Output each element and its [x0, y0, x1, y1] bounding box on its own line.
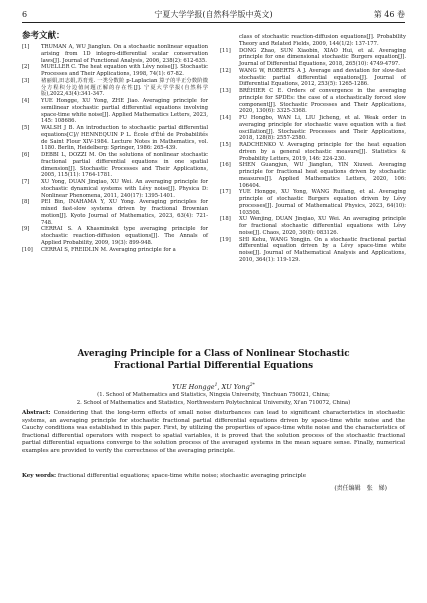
reference-item	[220, 162, 406, 189]
reference-number: [12]	[220, 67, 231, 74]
authors	[22, 381, 405, 392]
reference-text: CERRAI S, FREIDLIN M. Averaging principle for a	[41, 246, 176, 253]
reference-number: [8]	[22, 199, 30, 206]
reference-number: [4]	[22, 98, 30, 104]
reference-text: DEBBI L, DOZZI M. On the solutions of nonlinear stochastic fractional partial differential equations in one spatial dimension[J]. Stochastic Processes and Their Applications, 2005, 115(11): 1764-1781.	[41, 152, 208, 179]
reference-item	[220, 68, 406, 88]
reference-number: [16]	[220, 162, 231, 169]
reference-item	[22, 247, 208, 254]
affiliation-2: 2. School of Mathematics and Statistics, Northwestern Polytechnical University, Xi'an 710072, China)	[76, 400, 351, 406]
reference-text: FU Hongbo, WAN Li, LIU Jicheng, et al. Weak order in averaging principle for stochastic wave equation with a fast oscillation[J]. Stochastic Processes and Their Applications, 2018, 128(8): 2557-2580.	[239, 115, 406, 142]
reference-text: class of stochastic reaction-diffusion equations[J]. Probability Theory and Related Fields, 2009, 144(1/2): 137-177.	[239, 34, 406, 47]
reference-number: [2]	[22, 64, 30, 71]
reference-number: [1]	[22, 44, 30, 50]
reference-text: RADCHENKO V. Averaging principle for the heat equation driven by a general stochastic measure[J]. Statistics & Probability Letters, 2019, 146: 224-230.	[239, 142, 406, 162]
reference-text: XU Wenjing, DUAN Jinqiao, XU Wei. An averaging principle for fractional stochastic differential equations with Lévy noise[J]. Chaos, 2020, 30(8): 083126.	[239, 216, 406, 236]
author-separator: ,	[217, 383, 222, 392]
reference-item	[22, 44, 208, 64]
volume-label: 第 46 卷	[373, 10, 405, 19]
reference-item	[22, 125, 208, 152]
abstract-text: Considering that the long-term effects of small noise disturbances can lead to significant characteristics in stochastic systems, an averaging principle for stochastic fractional partial differential equations driven by space-time white noise and the Cauchy conditions was established in this paper. First, by utilizing the properties of space-time white noise and the characteristics of fractional differential operators with respect to spatial variables, it is proved that the solution process of the stochastic fractional partial differential equations converge to the solution process of the averaged systems in the mean square sense. Finally, numerical examples are provided to verify the correctness of the averaging principle.	[22, 410, 405, 454]
reference-text: SHEN Guangjun, WU Jianglun, YIN Xiuwei. Averaging principle for fractional heat equations driven by stochastic measures[J]. Applied Mathematics Letters, 2020, 106: 106404.	[239, 162, 406, 189]
reference-number: [6]	[22, 152, 30, 158]
references-right-column	[220, 34, 406, 264]
reference-number: [5]	[22, 125, 30, 131]
reference-item	[220, 237, 406, 264]
reference-number: [7]	[22, 179, 30, 185]
reference-text: 褚丽娟,田志娟,苏育莲. 一类分数阶 p-Laplacian 算子的半正分数阶微分方程积分边值问题正解的存在性[J]. 宁夏大学学报(自然科学版),2022,43(4):341-347.	[41, 77, 208, 98]
reference-text: YUE Hongge, XU Yong, ZHE Jiao. Averaging principle for semilinear stochastic partial differential equations involving space-time white noise[J]. Applied Mathematics Letters, 2023, 145: 108686.	[41, 98, 208, 125]
reference-text: WALSH J B. An introduction to stochastic partial differential equations[C]// HENNEQUIN P L. École d'Été de Probabilités de Saint Flour XIV-1984. Lecture Notes in Mathematics, vol. 1180. Berlin, Heidelberg: Springer, 1986: 265-439.	[41, 125, 208, 152]
reference-item	[220, 88, 406, 115]
references-heading: 参考文献：	[22, 31, 65, 41]
reference-item	[220, 48, 406, 68]
reference-text: XU Yong, DUAN Jinqiao, XU Wei. An averaging principle for stochastic dynamical systems with Lévy noise[J]. Physica D: Nonlinear Phenomena, 2011, 240(17): 1395-1401.	[41, 179, 208, 199]
affiliation-1: (1. School of Mathematics and Statistics, Ningxia University, Yinchuan 750021, China;	[97, 392, 330, 398]
reference-text: PEI Bin, INAHAMA Y, XU Yong. Averaging principles for mixed fast-slow systems driven by fractional Brownian motion[J]. Kyoto Journal of Mathematics, 2023, 63(4): 721-748.	[41, 199, 208, 226]
reference-text: WANG W, ROBERTS A J. Average and deviation for slow-fast stochastic partial differential equations[J]. Journal of Differential Equations, 2012, 253(5): 1265-1286.	[239, 67, 406, 88]
article-title	[22, 349, 405, 372]
reference-item	[22, 98, 208, 125]
reference-number: [19]	[220, 236, 231, 243]
reference-item	[22, 199, 208, 226]
reference-item	[22, 64, 208, 78]
abstract-label: Abstract:	[22, 410, 51, 416]
reference-item	[220, 142, 406, 162]
reference-item	[220, 34, 406, 48]
title-line-2: Fractional Partial Differential Equations	[113, 360, 314, 371]
reference-text: MUELLER C. The heat equation with Lévy noise[J]. Stochastic Processes and Their Applications, 1998, 74(1): 67-82.	[41, 64, 208, 77]
running-header	[22, 8, 405, 23]
author-2: XU Yong	[221, 383, 250, 392]
reference-item	[22, 78, 208, 98]
reference-item	[220, 189, 406, 216]
reference-text: YUE Hongge, XU Yong, WANG Ruifang, et al. Averaging principle of stochastic Burgers equation driven by Lévy processes[J]. Journal of Mathematical Physics, 2023, 64(10): 103508.	[239, 189, 406, 216]
journal-title: 宁夏大学学报(自然科学版中英文)	[154, 10, 273, 19]
keywords	[22, 473, 405, 481]
title-line-1: Averaging Principle for a Class of Nonlinear Stochastic	[77, 349, 350, 359]
reference-number: [18]	[220, 216, 231, 223]
reference-text: TRUMAN A, WU Jianglun. On a stochastic nonlinear equation arising from 1D integro-differential scalar conservation laws[J]. Journal of Functional Analysis, 2006, 238(2): 612-635.	[41, 44, 208, 64]
author-1-affiliation-mark: 1	[214, 383, 218, 388]
reference-item	[22, 226, 208, 246]
reference-item	[22, 152, 208, 179]
keywords-text: fractional differential equations; space-time white noise; stochastic averaging principle	[56, 473, 307, 479]
reference-number: [3]	[22, 77, 30, 84]
author-2-affiliation-mark: 2*	[249, 383, 255, 388]
reference-item	[22, 179, 208, 199]
reference-number: [17]	[220, 189, 231, 196]
reference-number: [15]	[220, 142, 231, 148]
page-number: 6	[22, 10, 28, 19]
reference-number: [14]	[220, 115, 231, 121]
keywords-label: Key words:	[22, 473, 57, 479]
reference-number: [13]	[220, 88, 231, 94]
reference-text: SHI Kehu, WANG Yongjin. On a stochastic fractional partial differential equation driven by a Lévy space-time white noise[J]. Journal of Mathematical Analysis and Applications, 2010, 364(1): 119-129.	[239, 236, 406, 263]
reference-item	[220, 115, 406, 142]
reference-number: [10]	[22, 246, 33, 253]
abstract	[22, 410, 405, 455]
reference-text: BRÉHIER C E. Orders of convergence in the averaging principle for SPDEs: the case of a stochastically forced slow component[J]. Stochastic Processes and Their Applications, 2020, 130(6): 3325-3368.	[239, 88, 406, 115]
reference-text: DONG Zhao, SUN Xiaobin, XIAO Hui, et al. Averaging principle for one dimensional stochastic Burgers equation[J]. Journal of Differential Equations, 2018, 265(10): 4749-4797.	[239, 47, 406, 67]
author-1: YUE Hongge	[172, 383, 215, 392]
reference-number: [11]	[220, 47, 231, 54]
reference-item	[220, 216, 406, 236]
references-left-column	[22, 44, 208, 253]
reference-number: [9]	[22, 226, 30, 233]
reference-text: CERRAI S. A Khasminskii type averaging principle for stochastic reaction-diffusion equations[J]. The Annals of Applied Probability, 2009, 19(3): 899-948.	[41, 226, 208, 246]
responsible-editor: (责任编辑 张 娣)	[334, 485, 387, 492]
